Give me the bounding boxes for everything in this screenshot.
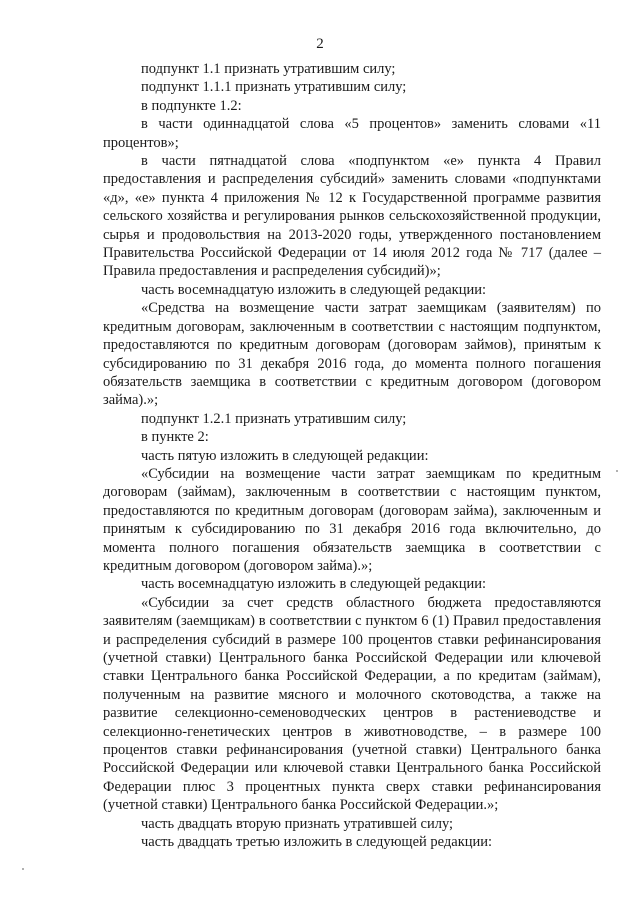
- paragraph: часть восемнадцатую изложить в следующей редакции:: [141, 576, 487, 593]
- paragraph: «Субсидии на возмещение части затрат заемщикам по кредитным договорам (займам), заключенным в соответствии с настоящим пунктом, предоставляются по кредитным договорам (договорам займа), заключенным и принятым к субсидированию по 31 декабря 2016 года включительно, до момента полного погашения обязательств заемщика в соответствии с кредитным договором (договором займа).»;: [103, 465, 601, 574]
- paragraph: подпункт 1.1 признать утратившим силу;: [141, 61, 396, 77]
- paragraph: «Субсидии за счет средств областного бюджета предоставляются заявителям (заемщикам) в соответствии с пунктом 6 (1) Правил предоставления и распределения субсидий в размере 100 процентов ставки рефинансирования (учетной ставки) Центрального банка Российской Федерации или ключевой ставки Центрального банка Российской Федерации, а по кредитам (займам), полученным на развитие мясного и молочного скотоводства, а также на развитие селекционно-семеноводческих центров в растениеводстве и селекционно-генетических центров в животноводстве, – в размере 100 процентов ставки рефинансирования (учетной ставки) Центрального банка Российской Федерации или ключевой ставки Центрального банка Российской Федерации плюс 3 процентных пункта сверх ставки рефинансирования (учетной ставки) Центрального банка Российской Федерации.»;: [103, 594, 601, 814]
- paragraph: в пункте 2:: [141, 429, 209, 446]
- paragraph: подпункт 1.1.1 признать утратившим силу;: [141, 79, 407, 96]
- scan-speck: [616, 470, 618, 472]
- paragraph: «Средства на возмещение части затрат заемщикам (заявителям) по кредитным договорам, заключенным в соответствии с настоящим подпунктом, предоставляются по кредитным договорам (договорам займов), принятым к субсидированию по 31 декабря 2016 года, до момента полного погашения обязательств заемщика в соответствии с кредитным договором (договором займа).»;: [103, 300, 601, 409]
- scan-speck: [22, 868, 24, 870]
- paragraph: часть двадцать третью изложить в следующей редакции:: [141, 834, 493, 851]
- paragraph: часть восемнадцатую изложить в следующей редакции:: [141, 281, 487, 298]
- paragraph: в части одиннадцатой слова «5 процентов» заменить словами «11 процентов»;: [103, 116, 601, 151]
- paragraph: в части пятнадцатой слова «подпунктом «е» пункта 4 Правил предоставления и распределения субсидий» заменить словами «подпунктами «д», «е» пункта 4 приложения № 12 к Государственной программе развития сельского хозяйства и регулирования рынков сельскохозяйственной продукции, сырья и продовольствия на 2013-2020 годы, утвержденного постановлением Правительства Российской Федерации от 14 июля 2012 года № 717 (далее – Правила предоставления и распределения субсидий)»;: [103, 153, 601, 280]
- paragraph: подпункт 1.2.1 признать утратившим силу;: [141, 410, 407, 427]
- page-number: 2: [316, 36, 324, 52]
- paragraph: в подпункте 1.2:: [141, 97, 242, 114]
- document-body: [103, 60, 601, 851]
- paragraph: часть двадцать вторую признать утратившей силу;: [141, 815, 454, 832]
- paragraph: часть пятую изложить в следующей редакции:: [141, 447, 429, 464]
